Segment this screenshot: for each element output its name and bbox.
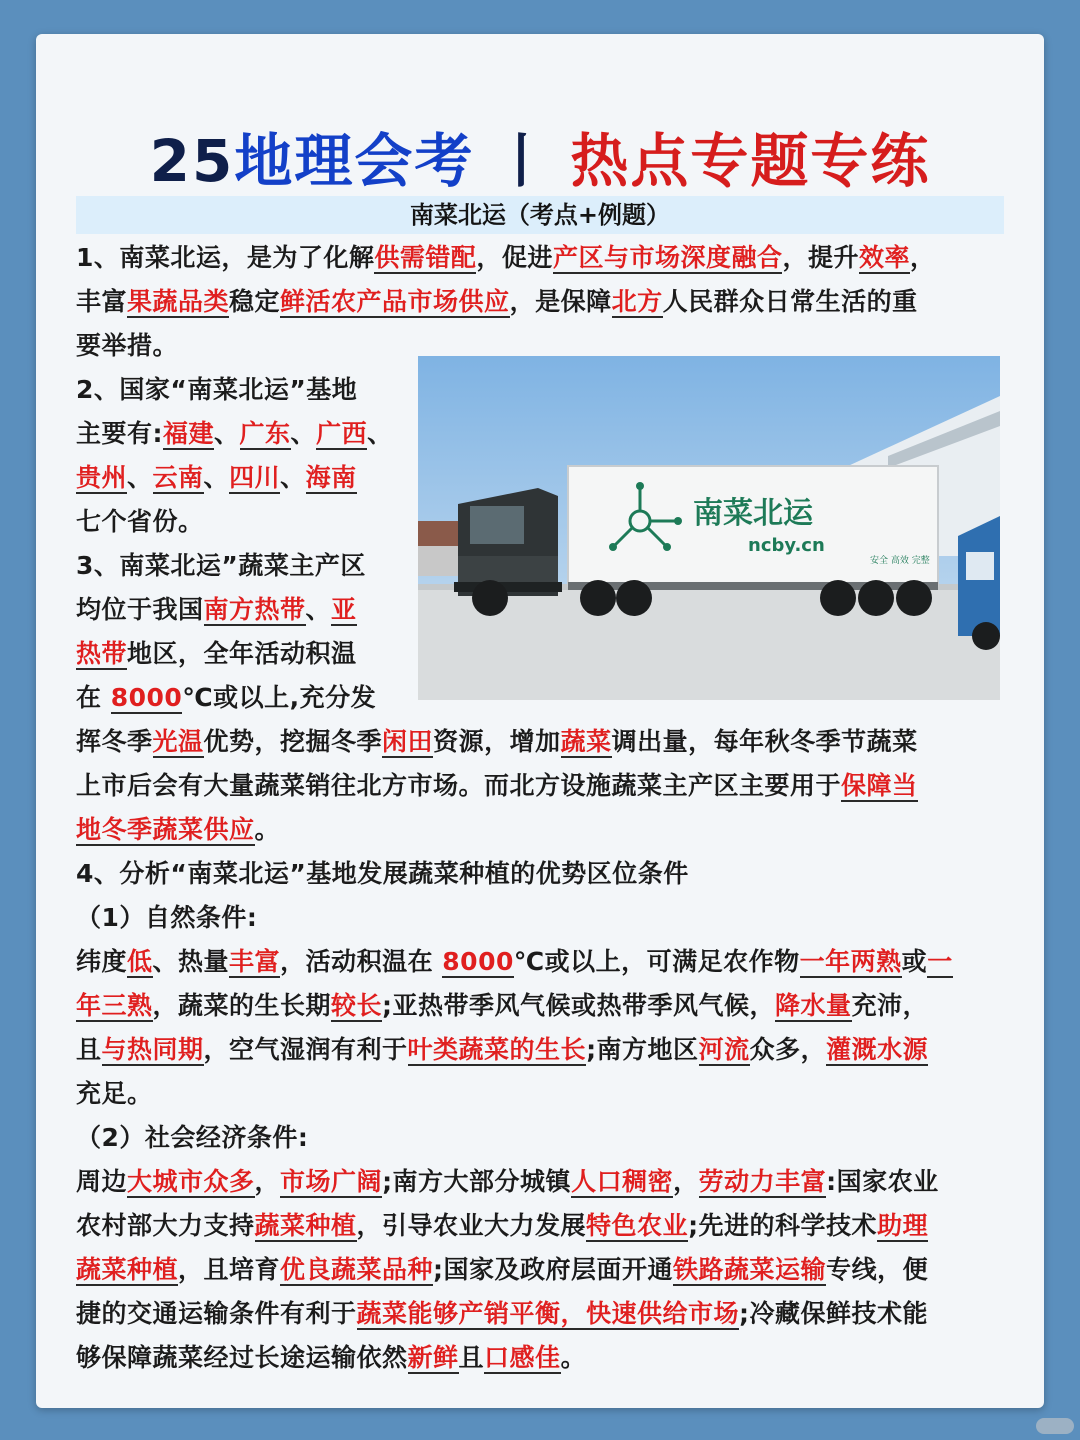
page-title (36, 114, 1044, 198)
socio-conditions-heading: （2）社会经济条件: (76, 1123, 309, 1152)
p3-line7: 地冬季蔬菜供应。 (76, 815, 281, 844)
p3-line3: 热带地区，全年活动积温 (76, 639, 357, 668)
title-number: 25 (149, 127, 235, 195)
natural-line2: 年三熟，蔬菜的生长期较长;亚热带季风气候或热带季风气候，降水量充沛， (76, 991, 929, 1020)
p3-line5: 挥冬季光温优势，挖掘冬季闲田资源，增加蔬菜调出量，每年秋冬季节蔬菜 (76, 727, 918, 756)
p3-line4: 在 8000℃或以上,充分发 (76, 683, 377, 712)
natural-line4: 充足。 (76, 1079, 153, 1108)
p3-line6: 上市后会有大量蔬菜销往北方市场。而北方设施蔬菜主产区主要用于保障当 (76, 771, 918, 800)
title-topic: 热点专题专练 (570, 127, 931, 195)
natural-line1: 纬度低、热量丰富，活动积温在 8000℃或以上，可满足农作物一年两熟或一 (76, 947, 953, 976)
truck-slogan-text: 安全 高效 完整 (870, 556, 930, 566)
natural-line3: 且与热同期，空气湿润有利于叶类蔬菜的生长;南方地区河流众多，灌溉水源 (76, 1035, 929, 1064)
socio-line5: 够保障蔬菜经过长途运输依然新鲜且口感佳。 (76, 1343, 587, 1372)
p2-line1: 2、国家“南菜北运”基地 (76, 375, 358, 404)
truck-photo (418, 356, 1000, 700)
truck-brand-text: 南菜北运 (693, 496, 813, 531)
socio-line1: 周边大城市众多，市场广阔;南方大部分城镇人口稠密，劳动力丰富:国家农业 (76, 1167, 939, 1196)
socio-line2: 农村部大力支持蔬菜种植，引导农业大力发展特色农业;先进的科学技术助理 (76, 1211, 929, 1240)
socio-line4: 捷的交通运输条件有利于蔬菜能够产销平衡，快速供给市场;冷藏保鲜技术能 (76, 1299, 929, 1328)
title-separator: 丨 (492, 127, 553, 195)
socio-line3: 蔬菜种植，且培育优良蔬菜品种;国家及政府层面开通铁路蔬菜运输专线，便 (76, 1255, 929, 1284)
watermark (1036, 1418, 1074, 1434)
p1-line3: 要举措。 (76, 331, 179, 360)
natural-conditions-heading: （1）自然条件: (76, 903, 258, 932)
truck-domain-text: ncby.cn (748, 535, 825, 556)
p3-line1: 3、南菜北运”蔬菜主产区 (76, 551, 366, 580)
p2-line4: 七个省份。 (76, 507, 204, 536)
section-subtitle: 南菜北运（考点+例题） (76, 196, 1004, 234)
paper-card (36, 34, 1044, 1408)
p4-heading: 4、分析“南菜北运”基地发展蔬菜种植的优势区位条件 (76, 859, 689, 888)
p3-line2: 均位于我国南方热带、亚 (76, 595, 357, 624)
p1-line2: 丰富果蔬品类稳定鲜活农产品市场供应，是保障北方人民群众日常生活的重 (76, 287, 918, 316)
p2-line3: 贵州、云南、四川、海南 (76, 463, 357, 492)
p1-line1: 1、南菜北运，是为了化解供需错配，促进产区与市场深度融合，提升效率， (76, 243, 936, 272)
p2-line2: 主要有:福建、广东、广西、 (76, 419, 393, 448)
title-subject: 地理会考 (234, 127, 475, 195)
